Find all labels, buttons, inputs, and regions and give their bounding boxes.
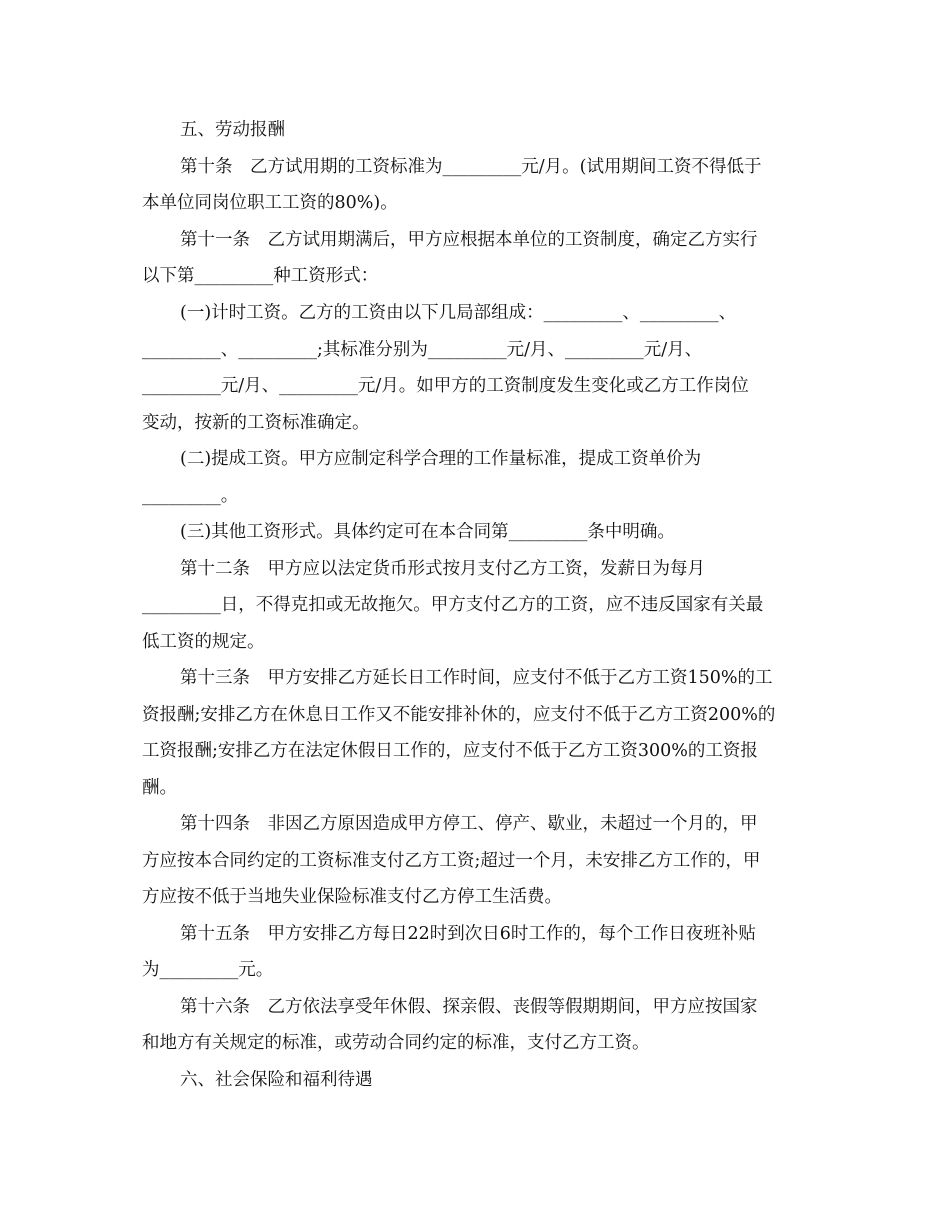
- paragraph-article-13-line-3: 工资报酬;安排乙方在法定休假日工作的，应支付不低于乙方工资300%的工资报: [142, 741, 758, 761]
- paragraph-article-13-line-2: 资报酬;安排乙方在休息日工作又不能安排补休的，应支付不低于乙方工资200%的: [142, 705, 776, 725]
- paragraph-commission-wage-line-2: _________。: [142, 486, 239, 506]
- paragraph-article-11-line-2: 以下第_________种工资形式：: [142, 266, 379, 286]
- paragraph-commission-wage-line-1: (二)提成工资。甲方应制定科学合理的工作量标准，提成工资单价为: [180, 449, 702, 469]
- paragraph-hourly-wage-line-3: _________元/月、_________元/月。如甲方的工资制度发生变化或乙方工作岗位: [142, 376, 749, 396]
- paragraph-article-16-line-2: 和地方有关规定的标准，或劳动合同约定的标准，支付乙方工资。: [142, 1033, 650, 1053]
- paragraph-article-12-line-1: 第十二条 甲方应以法定货币形式按月支付乙方工资，发薪日为每月: [180, 559, 705, 579]
- paragraph-hourly-wage-line-1: (一)计时工资。乙方的工资由以下几局部组成：_________、_________、: [180, 303, 737, 323]
- section-heading-labor-remuneration: 五、劳动报酬: [180, 120, 285, 140]
- paragraph-article-15-line-1: 第十五条 甲方安排乙方每日22时到次日6时工作的，每个工作日夜班补贴: [180, 924, 756, 944]
- paragraph-other-wage-forms: (三)其他工资形式。具体约定可在本合同第_________条中明确。: [180, 522, 675, 542]
- paragraph-article-10-line-2: 本单位同岗位职工工资的80%)。: [142, 193, 398, 213]
- paragraph-article-14-line-1: 第十四条 非因乙方原因造成甲方停工、停产、歇业，未超过一个月的，甲: [180, 814, 758, 834]
- section-heading-social-insurance: 六、社会保险和福利待遇: [180, 1070, 373, 1090]
- paragraph-article-12-line-3: 低工资的规定。: [142, 632, 265, 652]
- paragraph-hourly-wage-line-4: 变动，按新的工资标准确定。: [142, 413, 370, 433]
- paragraph-article-14-line-2: 方应按本合同约定的工资标准支付乙方工资;超过一个月，未安排乙方工作的，甲: [142, 851, 761, 871]
- paragraph-article-13-line-1: 第十三条 甲方安排乙方延长日工作时间，应支付不低于乙方工资150%的工: [180, 668, 773, 688]
- paragraph-article-15-line-2: 为_________元。: [142, 960, 274, 980]
- paragraph-hourly-wage-line-2: _________、_________;其标准分别为_________元/月、_________元/月、: [142, 340, 703, 360]
- paragraph-article-14-line-3: 方应按不低于当地失业保险标准支付乙方停工生活费。: [142, 887, 562, 907]
- paragraph-article-11-line-1: 第十一条 乙方试用期满后，甲方应根据本单位的工资制度，确定乙方实行: [180, 230, 758, 250]
- paragraph-article-12-line-2: _________日，不得克扣或无故拖欠。甲方支付乙方的工资，应不违反国家有关最: [142, 595, 764, 615]
- paragraph-article-16-line-1: 第十六条 乙方依法享受年休假、探亲假、丧假等假期期间，甲方应按国家: [180, 997, 758, 1017]
- paragraph-article-10-line-1: 第十条 乙方试用期的工资标准为_________元/月。(试用期间工资不得低于: [180, 157, 762, 177]
- paragraph-article-13-line-4: 酬。: [142, 778, 177, 798]
